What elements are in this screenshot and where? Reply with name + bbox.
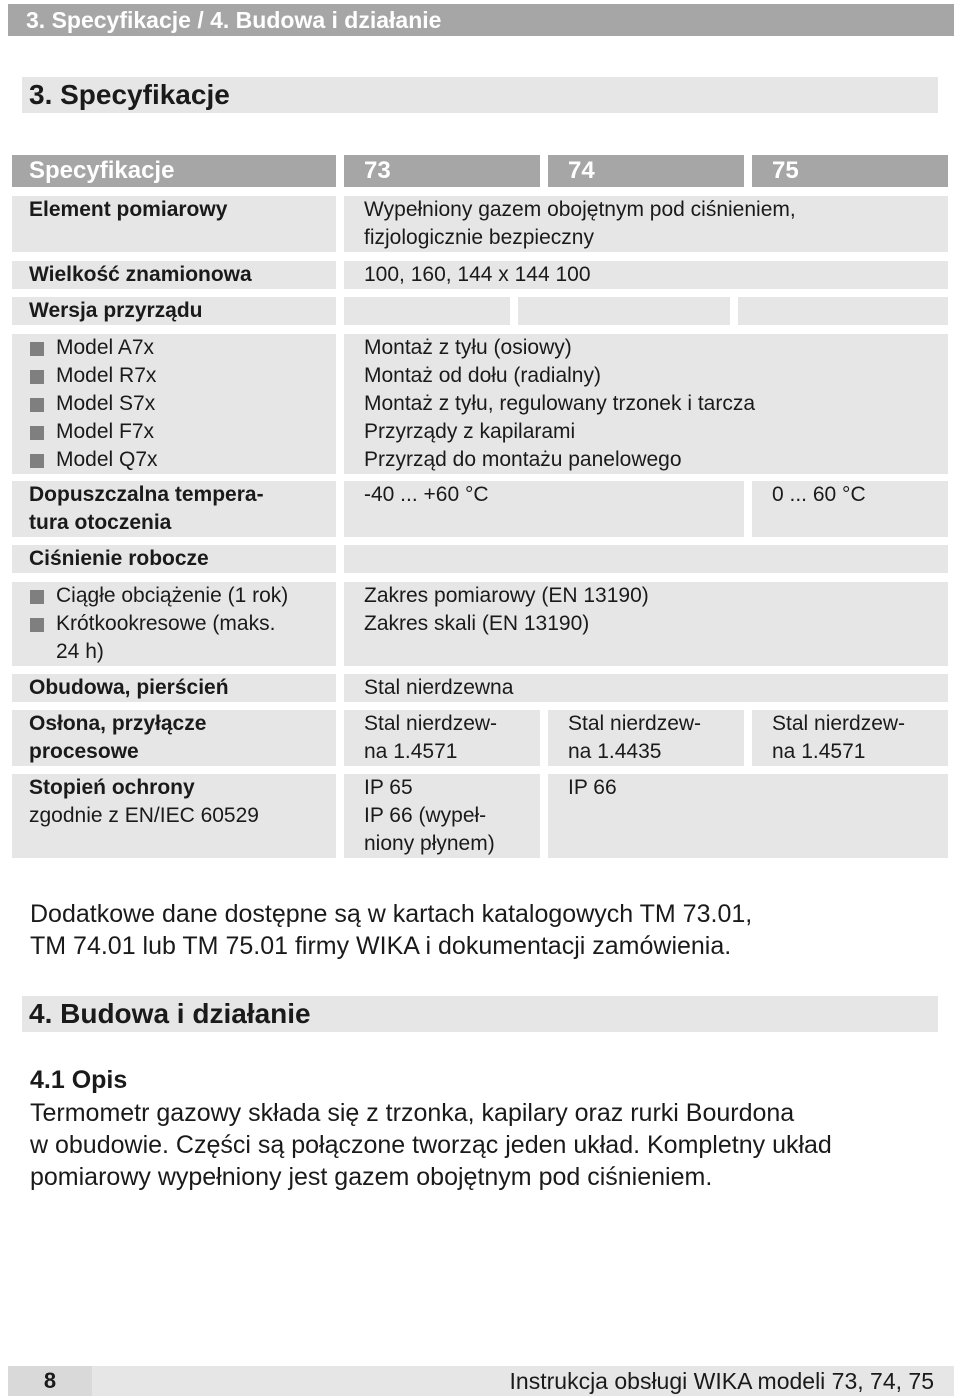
list-item: Ciągłe obciążenie (1 rok) bbox=[28, 582, 322, 610]
row-label-working-pressure: Ciśnienie robocze bbox=[12, 545, 336, 573]
page-header-title: 3. Specyfikacje / 4. Budowa i działanie bbox=[26, 7, 442, 33]
subsection-heading-description: 4.1 Opis bbox=[30, 1066, 128, 1094]
row-value-socket-73: Stal nierdzew- na 1.4571 bbox=[344, 710, 540, 766]
row-label-version: Wersja przyrządu bbox=[12, 297, 336, 325]
row-label-stem-socket: Osłona, przyłącze procesowe bbox=[12, 710, 336, 766]
table-header-75: 75 bbox=[752, 155, 948, 187]
row-label-case: Obudowa, pierścień bbox=[12, 674, 336, 702]
pressure-load-list bbox=[12, 582, 336, 666]
models-descriptions bbox=[344, 334, 948, 474]
row-value-socket-74: Stal nierdzew- na 1.4435 bbox=[548, 710, 744, 766]
row-label-measuring-element: Element pomiarowy bbox=[12, 196, 336, 252]
section-heading-specs: 3. Specyfikacje bbox=[22, 77, 938, 113]
row-label-ambient-temperature: Dopuszczalna tempera- tura otoczenia bbox=[12, 481, 336, 537]
ip-label-standard: zgodnie z EN/IEC 60529 bbox=[29, 804, 259, 827]
row-label-nominal-size: Wielkość znamionowa bbox=[12, 261, 336, 289]
list-item: Model A7x bbox=[28, 334, 322, 362]
list-item: Montaż z tyłu, regulowany trzonek i tarcza bbox=[364, 392, 756, 415]
row-value-measuring-element: Wypełniony gazem obojętnym pod ciśnieniem, fizjologicznie bezpieczny bbox=[344, 196, 948, 252]
row-value-ambient-73-74: -40 ... +60 °C bbox=[344, 481, 744, 537]
list-item: Model F7x bbox=[28, 418, 322, 446]
models-list bbox=[12, 334, 336, 474]
list-item: Zakres skali (EN 13190) bbox=[364, 612, 590, 635]
empty-cell bbox=[344, 545, 948, 573]
list-item: Montaż z tyłu (osiowy) bbox=[364, 336, 572, 359]
page-number: 8 bbox=[8, 1366, 92, 1396]
row-value-case: Stal nierdzewna bbox=[344, 674, 948, 702]
list-item: Model S7x bbox=[28, 390, 322, 418]
row-value-nominal-size: 100, 160, 144 x 144 100 bbox=[344, 261, 948, 289]
footer-document-title: Instrukcja obsługi WIKA modeli 73, 74, 75 bbox=[509, 1368, 934, 1394]
empty-cell bbox=[344, 297, 510, 325]
row-value-ip-73: IP 65 IP 66 (wypeł- niony płynem) bbox=[344, 774, 540, 858]
table-header-74: 74 bbox=[548, 155, 744, 187]
list-item: Krótkookresowe (maks. bbox=[28, 610, 322, 638]
pressure-load-values bbox=[344, 582, 948, 666]
list-item: Przyrządy z kapilarami bbox=[364, 420, 576, 443]
table-header-label: Specyfikacje bbox=[12, 155, 336, 187]
description-paragraph: Termometr gazowy składa się z trzonka, kapilary oraz rurki Bourdona w obudowie. Części są połączone tworząc jeden układ. Kompletny układ pomiarowy wypełniony jest gazem obojętnym pod ciśnieniem. bbox=[30, 1099, 832, 1191]
list-item: Montaż od dołu (radialny) bbox=[364, 364, 601, 387]
row-value-ip-74-75: IP 66 bbox=[548, 774, 948, 858]
row-label-ingress-protection bbox=[12, 774, 336, 858]
table-header-73: 73 bbox=[344, 155, 540, 187]
list-item: Model R7x bbox=[28, 362, 322, 390]
row-value-socket-75: Stal nierdzew- na 1.4571 bbox=[752, 710, 948, 766]
list-item: 24 h) bbox=[56, 640, 104, 663]
ip-label-bold: Stopień ochrony bbox=[29, 776, 195, 799]
section-heading-design: 4. Budowa i działanie bbox=[22, 996, 938, 1032]
additional-info-note: Dodatkowe dane dostępne są w kartach katalogowych TM 73.01, TM 74.01 lub TM 75.01 firmy WIKA i dokumentacji zamówienia. bbox=[30, 900, 753, 960]
empty-cell bbox=[738, 297, 948, 325]
list-item: Model Q7x bbox=[28, 446, 322, 474]
row-value-ambient-75: 0 ... 60 °C bbox=[752, 481, 948, 537]
list-item: Przyrząd do montażu panelowego bbox=[364, 448, 682, 471]
empty-cell bbox=[518, 297, 730, 325]
page-header-bar bbox=[8, 4, 954, 36]
list-item: Zakres pomiarowy (EN 13190) bbox=[364, 584, 649, 607]
